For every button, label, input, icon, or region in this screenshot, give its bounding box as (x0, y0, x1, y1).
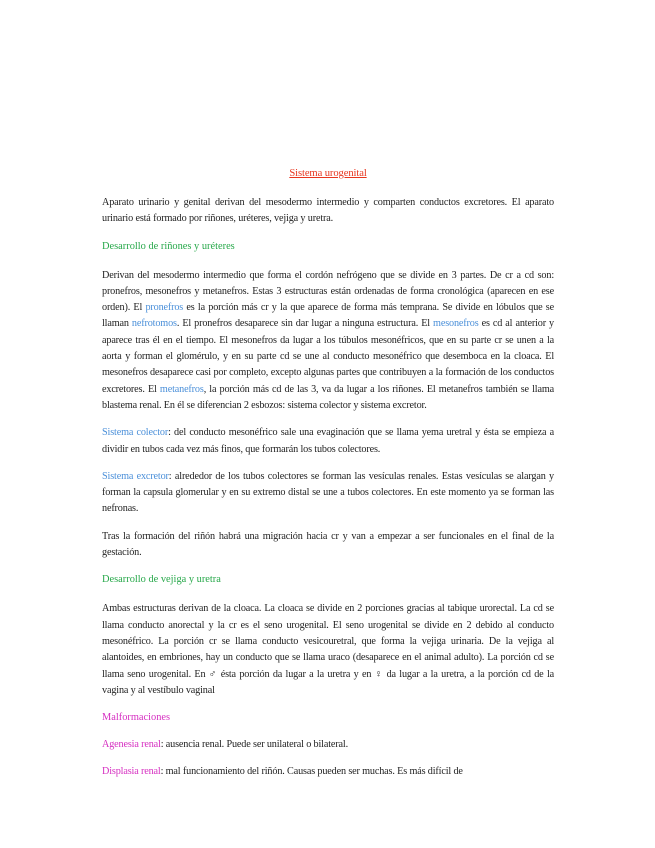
page-title: Sistema urogenital (289, 168, 367, 179)
section-heading-malformaciones: Malformaciones (102, 712, 171, 724)
text-run: Derivan del mesodermo intermedio que forma el cordón nefrógeno que se divide en 3 partes. De cr a cd son: pronefros, mesonefros y metanefros. Estas 3 estructuras están ordenadas de forma cronológica (aparecen en ese orden). El (102, 269, 554, 314)
paragraph-migracion: Tras la formación del riñón habrá una migración hacia cr y van a empezar a ser funcionales en el final de la gestación. (102, 530, 554, 559)
paragraph-rinones (102, 268, 554, 415)
term-agenesia-renal: Agenesia renal (102, 739, 161, 751)
document-body (102, 168, 554, 792)
term-sistema-colector: Sistema colector (102, 427, 169, 439)
text-run: , la porción más cd de las 3, va da lugar a los riñones. El metanefros también se llama blastema renal. En él se diferencian 2 esbozos: sistema colector y sistema excretor. (102, 383, 554, 411)
paragraph-sistema-colector (102, 425, 554, 458)
paragraph-displasia (102, 764, 554, 780)
text-run: : alrededor de los tubos colectores se forman las vesículas renales. Estas vesículas se alargan y forman la capsula glomerular y en su extremo distal se une a tubos colectores. En este momento ya se forman las nefronas. (102, 470, 554, 515)
text-run: : del conducto mesonéfrico sale una evaginación que se llama yema uretral y ésta se empieza a dividir en tubos cada vez más finos, que formarán los tubos colectores. (102, 427, 554, 455)
keyword-pronefros: pronefros (145, 302, 184, 314)
section-heading-rinones: Desarrollo de riñones y uréteres (102, 240, 235, 252)
keyword-nefrotomos: nefrotomos (131, 318, 177, 330)
text-run: es la porción más cr y la que aparece de forma más temprana. Se divide en lóbulos que se llaman (102, 302, 554, 330)
section-heading-vejiga: Desarrollo de vejiga y uretra (102, 574, 221, 586)
paragraph-sistema-excretor (102, 469, 554, 518)
term-sistema-excretor: Sistema excretor (102, 470, 169, 482)
text-run: : mal funcionamiento del riñón. Causas pueden ser muchas. Es más difícil de (160, 766, 463, 778)
text-run: : ausencia renal. Puede ser unilateral o bilateral. (160, 739, 348, 751)
paragraph-vejiga: Ambas estructuras derivan de la cloaca. La cloaca se divide en 2 porciones gracias al tabique urorectal. La cd se llama conducto anorectal y la cr es el seno urogenital. El seno urogenital se divide en 2 debido al conducto mesonéfrico. La porción cr se llama conducto vesicouretral, que forma la vejiga urinaria. De la vejiga al alantoides, en embriones, hay un conducto que se llama uraco (desaparece en el animal adulto). La porción cd se llama seno urogenital. En ♂ ésta porción da lugar a la uretra y en ♀ da lugar a la uretra, a la porción cd de la vagina y al vestíbulo vaginal (102, 603, 554, 696)
keyword-mesonefros: mesonefros (433, 318, 479, 330)
text-run: es cd al anterior y aparece tras él en el tiempo. El mesonefros da lugar a los túbulos mesonéfricos, que en su parte cr se unen a la aorta y forman el glomérulo, y en su parte cd se une al conducto mesonéfrico que desemboca en la cloaca. El mesonefros desaparece casi por completo, excepto algunas partes que contribuyen a la formación de los conductos excretores. El (102, 318, 554, 395)
text-run: . El pronefros desaparece sin dar lugar a ninguna estructura. El (176, 318, 434, 330)
term-displasia-renal: Displasia renal (102, 766, 161, 778)
keyword-metanefros: metanefros (159, 383, 204, 395)
paragraph-agenesia (102, 737, 554, 753)
intro-paragraph: Aparato urinario y genital derivan del mesodermo intermedio y comparten conductos excretores. El aparato urinario está formado por riñones, uréteres, vejiga y uretra. (102, 197, 554, 225)
